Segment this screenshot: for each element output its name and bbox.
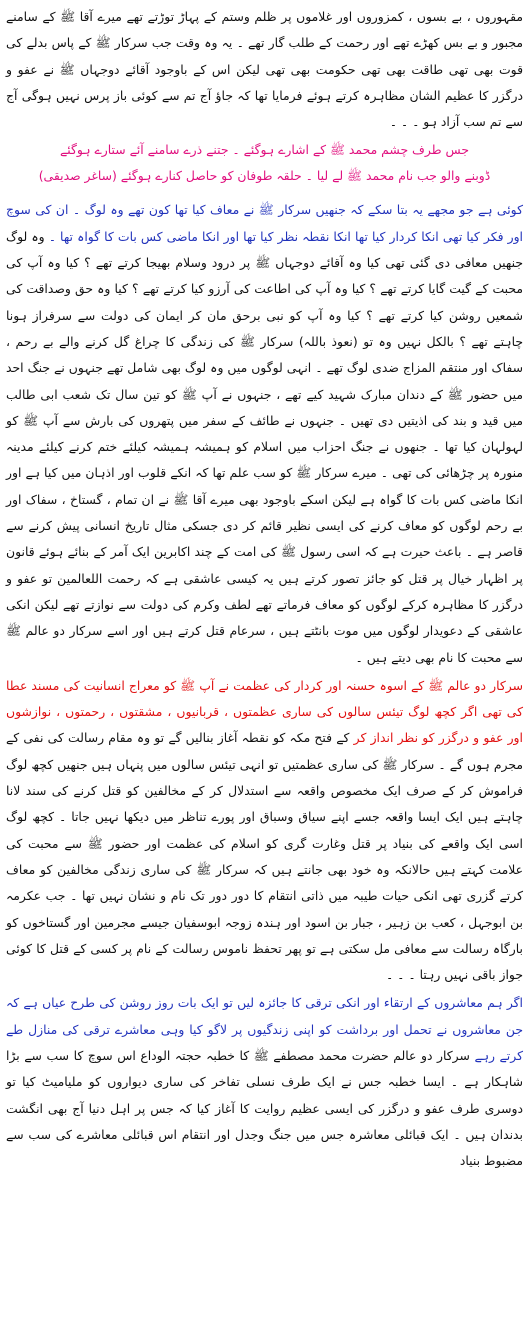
highlighted-statement: سرکار دو عالم ﷺ کے اسوہ حسنہ اور کردار کی عظمت نے آپ ﷺ کو معراج انسانیت کی مسند عطا کی تھی اگر کچھ لوگ تیئس سالوں کی ساری عظمتوں ، قربانیوں ، مشقتوں ، رحمتوں ، نوازشوں اور عفو و درگزر کو نظر انداز کر: [6, 677, 523, 746]
verse-line: ڈوبنے والو جب نام محمد ﷺ لے لیا ۔ حلقہ طوفان کو حاصل کنارے ہوگئے (ساغر صدیقی): [38, 168, 491, 184]
highlighted-question: کوئی ہے جو مجھے یہ بتا سکے کہ جنھیں سرکار ﷺ نے معاف کیا تھا کون تھے وہ لوگ ۔ ان کی سوچ اور فکر کیا تھی انکا کردار کیا تھا انکا نقطہ نظر کیا تھا اور انکا ماضی کس بات کا گواہ تھا ۔: [6, 202, 523, 244]
paragraph-text: کے فتح مکہ کو نقطہ آغاز بنالیں گے تو وہ مقام رسالت کی نفی کے مجرم ہوں گے ۔ سرکار ﷺ کی ساری عظمتیں تو انہی تیئس سالوں میں پنہاں ہیں جنھیں کچھ لوگ فراموش کر کے صرف ایک مخصوص واقعہ سے استدلال کر کے مخالفین کو قتل کرنے کی سند لانا چاہتے ہیں ایک ایسا واقعہ جسے اپنے سیاق وسباق اور پورے تناظر میں دیکھا نہیں جاتا ۔ کچھ لوگ اسی ایک واقعے کی بنیاد پر قتل وغارت گری کو اسلام کی عظمت اور حضور ﷺ سے محبت کی علامت کہتے ہیں حالانکہ وہ خود بھی جانتے ہیں کہ سرکار ﷺ کی ساری زندگی مخالفین کو معاف کرتے گزری تھی انکی حیات طیبہ میں ذاتی انتقام کا دور دور تک نام و نشان نہیں تھا ۔ جب عکرمہ بن ابوجہل ، کعب بن زہیر ، جبار بن اسود اور ہندہ زوجہ ابوسفیان جیسے مجرمین اور گستاخوں کو بارگاہ رسالت سے معافی مل سکتی ہے تو پھر تحفظ ناموس رسالت کے نام پر کسی کے قتل کا کوئی جواز باقی نہیں رہتا ۔ ۔ ۔: [6, 730, 523, 983]
verse-line: جس طرف چشم محمد ﷺ کے اشارے ہوگئے ۔ جتنے ذرے سامنے آئے ستارے ہوگئے: [60, 142, 469, 158]
paragraph-text: سرکار دو عالم حضرت محمد مصطفے ﷺ کا خطبہ حجتہ الوداع اس سوچ کا سب سے بڑا شاہکار ہے ۔ ایسا خطبہ جس نے ایک طرف نسلی تفاخر کی ساری دیواروں کو ملیامیٹ کیا تو دوسری طرف عفو و درگزر کی ایسی عظیم روایت کا آغاز کیا کہ جس پر اہل دنیا آج بھی انگشت بدندان ہیں ۔ ایک قبائلی معاشرہ جس میں جنگ وجدل اور انتقام اس قبائلی معاشرے کی سب سے مضبوط بنیاد: [6, 1047, 523, 1169]
paragraph-who-were-forgiven: [6, 197, 523, 670]
paragraph-tolerance-societies: [6, 990, 523, 1174]
paragraph-text: وہ لوگ جنھیں معافی دی گئی تھی کیا وہ آقائے دوجہاں ﷺ پر درود وسلام بھیجا کرتے تھے ؟ کیا وہ آپ کی محبت کے گیت گایا کرتے تھے ؟ کیا وہ آپ کی اطاعت کی آرزو کیا کرتے تھے ؟ کیا وہ حق وصداقت کی شمعیں روشن کیا کرتے تھے ؟ کیا وہ آپ کو نبی برحق مان کر ایمان کی دولت سے سرفراز ہونا چاہتے تھے ؟ بالکل نہیں وہ تو (نعوذ باللہ) سرکار ﷺ کی زندگی کا چراغ گل کرنے والے بے رحم ، سفاک اور منتقم المزاج ضدی لوگ تھے ۔ انہی لوگوں میں وہ لوگ بھی شامل تھے جنہوں نے جنگ احد میں حضور ﷺ کے دندان مبارک شہید کیے تھے ، جنہوں نے آپ ﷺ کو تین سال تک شعب ابی طالب میں قید و بند کی اذیتیں دی تھیں ۔ جنہوں نے طائف کے سفر میں پتھروں کی بارش سے آپ ﷺ کو لہولہان کیا تھا ۔ جنھوں نے جنگ احزاب میں اسلام کو ہمیشہ ہمیشہ کیلئے ختم کرنے کیلئے مدینہ منورہ پر چڑھائی کی تھی ۔ میرے سرکار ﷺ کو سب علم تھا کہ انکے قلوب اور اذہان میں کیا ہے اور انکا ماضی کس بات کا گواہ ہے لیکن اسکے باوجود بھی میرے آقا ﷺ نے ان تمام ، گستاخ ، سفاک اور بے رحم لوگوں کو معاف کرنے کی ایسی نظیر قائم کر دی جسکی مثال تاریخ انسانی پیش کرنے سے قاصر ہے ۔ باعث حیرت ہے کہ اسی رسول ﷺ کی امت کے چند اکابرین ایک آمر کے بنائے ہوئے قانون پر اظہار خیال پر قتل کو جائز تصور کرتے ہیں یہ کیسی عاشقی ہے کہ رحمت اللعالمین تو عفو و درگزر کا مظاہرہ کرکے لوگوں کو معاف فرماتے تھے لطف وکرم کی دولت سے نوازتے تھے لیکن انکی عاشقی کے دعویدار لوگوں میں موت بانٹتے ہیں ، سرعام قتل کرتے ہیں اور اسے سرکار دو عالم ﷺ سے محبت کا نام بھی دیتے ہیں ۔: [6, 228, 523, 665]
paragraph-text: مقہوروں ، بے بسوں ، کمزوروں اور غلاموں پر ظلم وستم کے پہاڑ توڑتے تھے میرے آقا ﷺ کے سامنے مجبور و بے بس کھڑے تھے اور رحمت کے طلب گار تھے ۔ یہ وہ وقت جب سرکار ﷺ کے پاس بدلے کی قوت بھی تھی طاقت بھی تھی حکومت بھی تھی لیکن اس کے باوجود آقائے دوجہاں ﷺ نے عفو و درگزر کا عظیم الشان مظاہرہ کرتے ہوئے فرمایا تھا کہ جاؤ آج تم سے کوئی باز پرس نہیں ہوگی آج سے تم سب آزاد ہو ۔ ۔ ۔: [6, 9, 523, 130]
paragraph-forgiveness-fath-makkah: [6, 4, 523, 135]
paragraph-uswa-hasana: [6, 673, 523, 989]
highlighted-statement: اگر ہم معاشروں کے ارتقاء اور انکی ترقی کا جائزہ لیں تو ایک بات روز روشن کی طرح عیاں ہے کہ جن معاشروں نے تحمل اور برداشت کو اپنی زندگیوں پر لاگو کیا وہی معاشرے ترقی کی منازل طے کرتے رہے: [6, 995, 523, 1063]
poetry-verse: [6, 137, 523, 189]
